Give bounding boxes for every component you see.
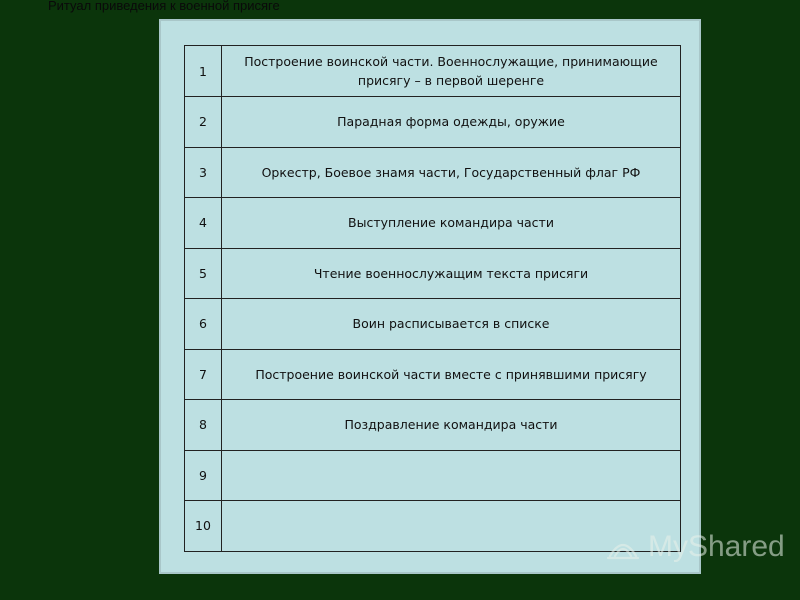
- row-text: Поздравление командира части: [222, 400, 681, 451]
- row-number: 5: [185, 248, 222, 299]
- table-row: [185, 400, 681, 451]
- table-row: [185, 248, 681, 299]
- row-number: 10: [185, 501, 222, 552]
- row-number: 7: [185, 349, 222, 400]
- table-row: [185, 198, 681, 249]
- row-text: [222, 450, 681, 501]
- row-text: Оркестр, Боевое знамя части, Государственный флаг РФ: [222, 147, 681, 198]
- row-number: 2: [185, 97, 222, 148]
- row-text: Выступление командира части: [222, 198, 681, 249]
- table-row: [185, 349, 681, 400]
- watermark: [604, 530, 785, 564]
- ritual-table: [184, 45, 681, 552]
- table-row: [185, 97, 681, 148]
- row-number: 4: [185, 198, 222, 249]
- row-number: 3: [185, 147, 222, 198]
- table-row: [185, 299, 681, 350]
- myshared-logo-icon: [604, 530, 642, 564]
- table-row: [185, 147, 681, 198]
- row-text: Парадная форма одежды, оружие: [222, 97, 681, 148]
- watermark-text: MyShared: [648, 530, 785, 563]
- page-title: Ритуал приведения к военной присяге: [48, 0, 280, 13]
- row-text: Построение воинской части вместе с принявшими присягу: [222, 349, 681, 400]
- table-row: [185, 450, 681, 501]
- row-number: 6: [185, 299, 222, 350]
- row-number: 8: [185, 400, 222, 451]
- table-row: [185, 46, 681, 97]
- row-text: Воин расписывается в списке: [222, 299, 681, 350]
- row-text: Чтение военнослужащим текста присяги: [222, 248, 681, 299]
- row-text: Построение воинской части. Военнослужащие, принимающие присягу – в первой шеренге: [222, 46, 681, 97]
- row-number: 1: [185, 46, 222, 97]
- row-number: 9: [185, 450, 222, 501]
